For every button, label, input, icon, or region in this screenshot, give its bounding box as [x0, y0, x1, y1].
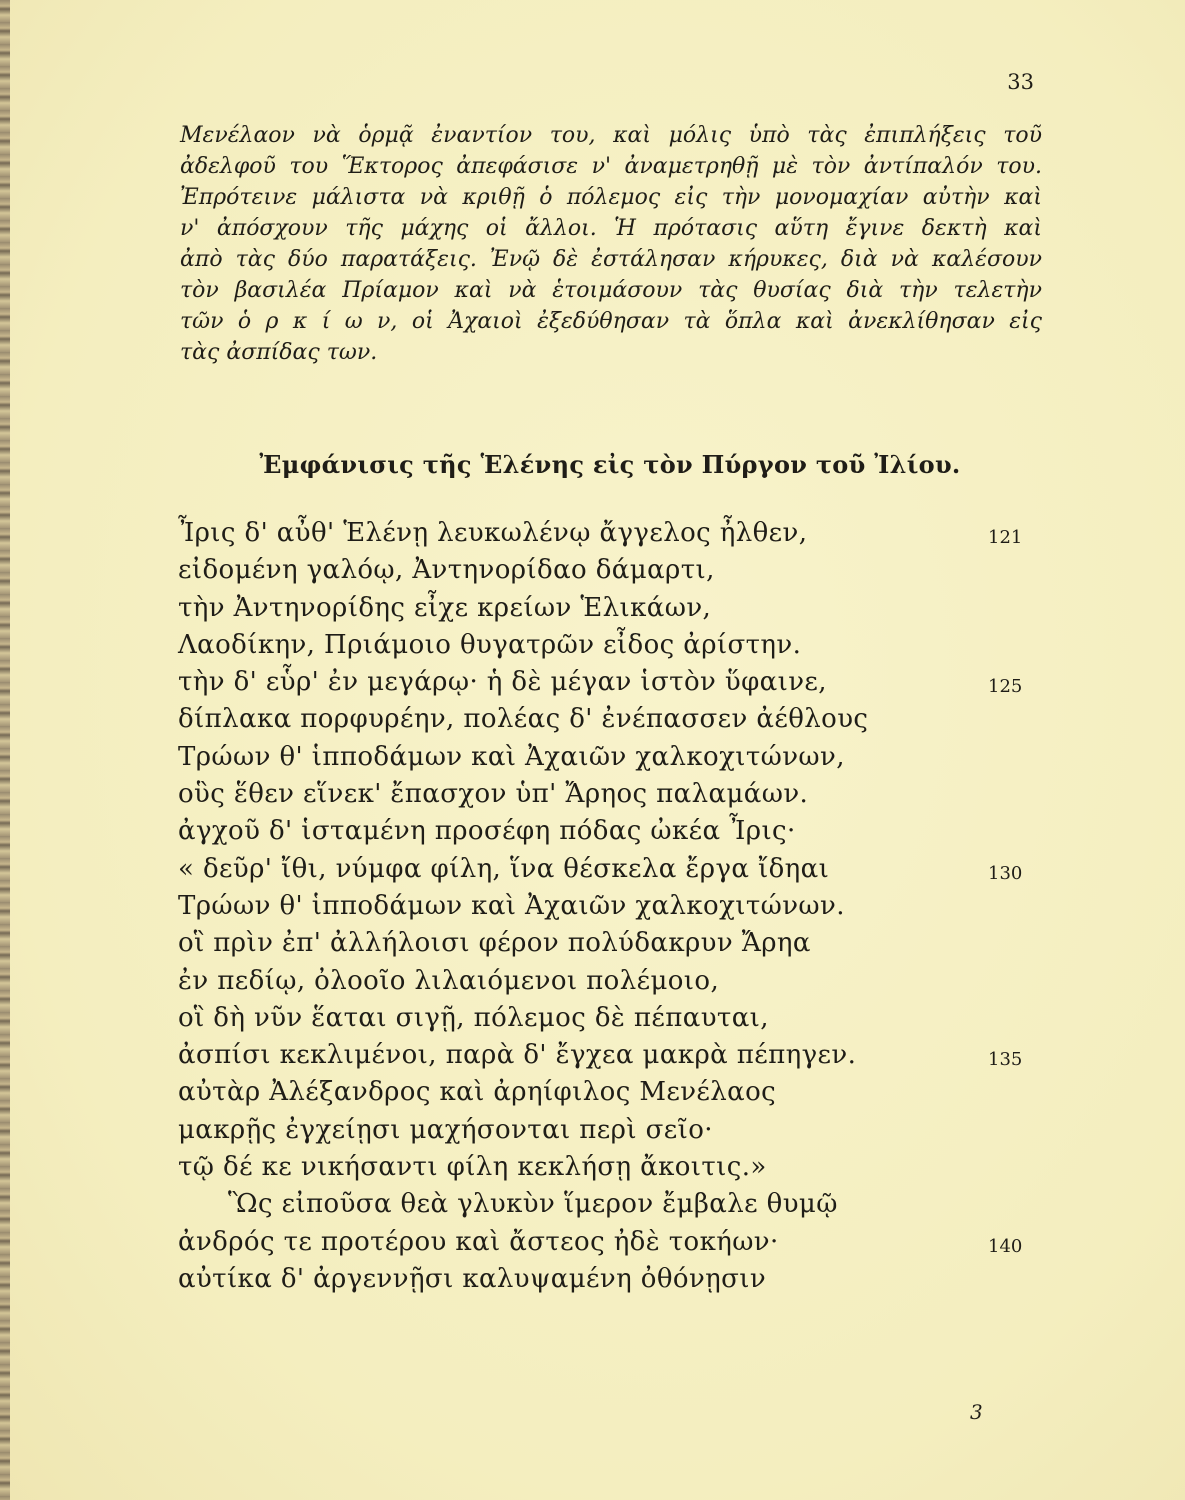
verse-row	[178, 515, 1098, 552]
verse-row	[178, 1112, 1098, 1149]
prose-line: τῶν ὁ ρ κ ί ω ν, οἱ Ἀχαιοὶ ἐξεδύθησαν τὰ ὅπλα καὶ ἀνεκλίθησαν εἰς	[180, 309, 1042, 334]
verse-line: ἀσπίσι κεκλιμένοι, παρὰ δ' ἔγχεα μακρὰ πέπηγεν.	[178, 1040, 857, 1071]
verse-line: οἳ πρὶν ἐπ' ἀλλήλοισι φέρον πολύδακρυν Ἄρηα	[178, 928, 811, 959]
verse-row	[178, 552, 1098, 589]
verse-line: τὴν δ' εὗρ' ἐν μεγάρῳ· ἡ δὲ μέγαν ἱστὸν ὕφαινε,	[178, 667, 827, 698]
verse-row	[178, 1074, 1098, 1111]
verse-row	[178, 590, 1098, 627]
verse-row	[178, 701, 1098, 738]
verse-row	[178, 1261, 1098, 1298]
verse-row	[178, 813, 1098, 850]
verse-row	[178, 963, 1098, 1000]
verse-row	[178, 739, 1098, 776]
verse-line: οὓς ἕθεν εἵνεκ' ἔπασχον ὑπ' Ἄρηος παλαμάων.	[178, 779, 809, 810]
verse-line: εἰδομένη γαλόῳ, Ἀντηνορίδαο δάμαρτι,	[178, 555, 715, 586]
verse-row	[178, 1037, 1098, 1074]
verse-row	[178, 664, 1098, 701]
verse-line: Ἶρις δ' αὖθ' Ἑλένῃ λευκωλένῳ ἄγγελος ἦλθεν,	[178, 518, 808, 548]
verse-line: τῷ δέ κε νικήσαντι φίλη κεκλήσῃ ἄκοιτις.»	[178, 1152, 767, 1183]
verse-line: δίπλακα πορφυρέην, πολέας δ' ἐνέπασσεν ἀέθλους	[178, 704, 869, 735]
prose-line: ἀπὸ τὰς δύο παρατάξεις. Ἐνῷ δὲ ἐστάλησαν κήρυκες, διὰ νὰ καλέσουν	[180, 247, 1042, 272]
verse-line-number: 130	[988, 862, 1023, 884]
verse-row	[178, 1149, 1098, 1186]
prose-line: τὸν βασιλέα Πρίαμον καὶ νὰ ἑτοιμάσουν τὰς θυσίας διὰ τὴν τελετὴν	[180, 278, 1042, 303]
page-binding-edge	[0, 0, 10, 1500]
verse-line: αὐτίκα δ' ἀργεννῇσι καλυψαμένη ὀθόνῃσιν	[178, 1263, 767, 1294]
prose-line: ν' ἀπόσχουν τῆς μάχης οἱ ἄλλοι. Ἡ πρότασις αὕτη ἔγινε δεκτὴ καὶ	[180, 216, 1042, 241]
verse-line: ἀγχοῦ δ' ἱσταμένη προσέφη πόδας ὠκέα Ἶρις·	[178, 816, 796, 847]
verse-row	[178, 1000, 1098, 1037]
verse-row	[178, 925, 1098, 962]
prose-line: ἀδελφοῦ του Ἕκτορος ἀπεφάσισε ν' ἀναμετρηθῇ μὲ τὸν ἀντίπαλόν του.	[180, 154, 1042, 179]
verse-line: « δεῦρ' ἴθι, νύμφα φίλη, ἵνα θέσκελα ἔργα ἴδηαι	[178, 853, 830, 884]
verse-row	[178, 851, 1098, 888]
verse-row	[178, 776, 1098, 813]
verse-line: Τρώων θ' ἱπποδάμων καὶ Ἀχαιῶν χαλκοχιτώνων,	[178, 741, 845, 772]
section-heading: Ἐμφάνισις τῆς Ἑλένης εἰς τὸν Πύργον τοῦ Ἰλίου.	[259, 450, 961, 479]
verse-line: τὴν Ἀντηνορίδης εἶχε κρείων Ἑλικάων,	[178, 592, 712, 623]
verse-line-number: 125	[988, 676, 1023, 698]
page-number: 33	[1007, 70, 1034, 94]
prose-line: Μενέλαον νὰ ὁρμᾷ ἐναντίον του, καὶ μόλις ὑπὸ τὰς ἐπιπλήξεις τοῦ	[180, 123, 1042, 148]
verse-line-number: 121	[988, 527, 1023, 548]
verse-line: οἳ δὴ νῦν ἕαται σιγῇ, πόλεμος δὲ πέπαυται,	[178, 1002, 769, 1033]
verse-row	[178, 1186, 1098, 1223]
verse-block	[178, 515, 1098, 1298]
verse-line: Λαοδίκην, Πριάμοιο θυγατρῶν εἶδος ἀρίστην.	[178, 629, 802, 660]
verse-row	[178, 888, 1098, 925]
prose-line: τὰς ἀσπίδας των.	[180, 340, 378, 365]
verse-line: μακρῇς ἐγχείῃσι μαχήσονται περὶ σεῖο·	[178, 1114, 713, 1145]
verse-line: Ὣς εἰποῦσα θεὰ γλυκὺν ἵμερον ἔμβαλε θυμῷ	[228, 1189, 838, 1220]
verse-row	[178, 1224, 1098, 1261]
verse-line: ἀνδρός τε προτέρου καὶ ἄστεος ἠδὲ τοκήων·	[178, 1226, 779, 1257]
verse-line: ἐν πεδίῳ, ὀλοοῖο λιλαιόμενοι πολέμοιο,	[178, 965, 720, 996]
verse-row	[178, 627, 1098, 664]
verse-line: αὐτὰρ Ἀλέξανδρος καὶ ἀρηίφιλος Μενέλαος	[178, 1077, 777, 1108]
prose-paragraph	[180, 120, 1042, 368]
prose-line: Ἐπρότεινε μάλιστα νὰ κριθῇ ὁ πόλεμος εἰς τὴν μονομαχίαν αὐτὴν καὶ	[180, 185, 1042, 210]
verse-line-number: 135	[988, 1049, 1023, 1071]
verse-line-number: 140	[988, 1235, 1023, 1257]
verse-line: Τρώων θ' ἱπποδάμων καὶ Ἀχαιῶν χαλκοχιτώνων.	[178, 890, 845, 921]
signature-mark: 3	[970, 1400, 983, 1424]
